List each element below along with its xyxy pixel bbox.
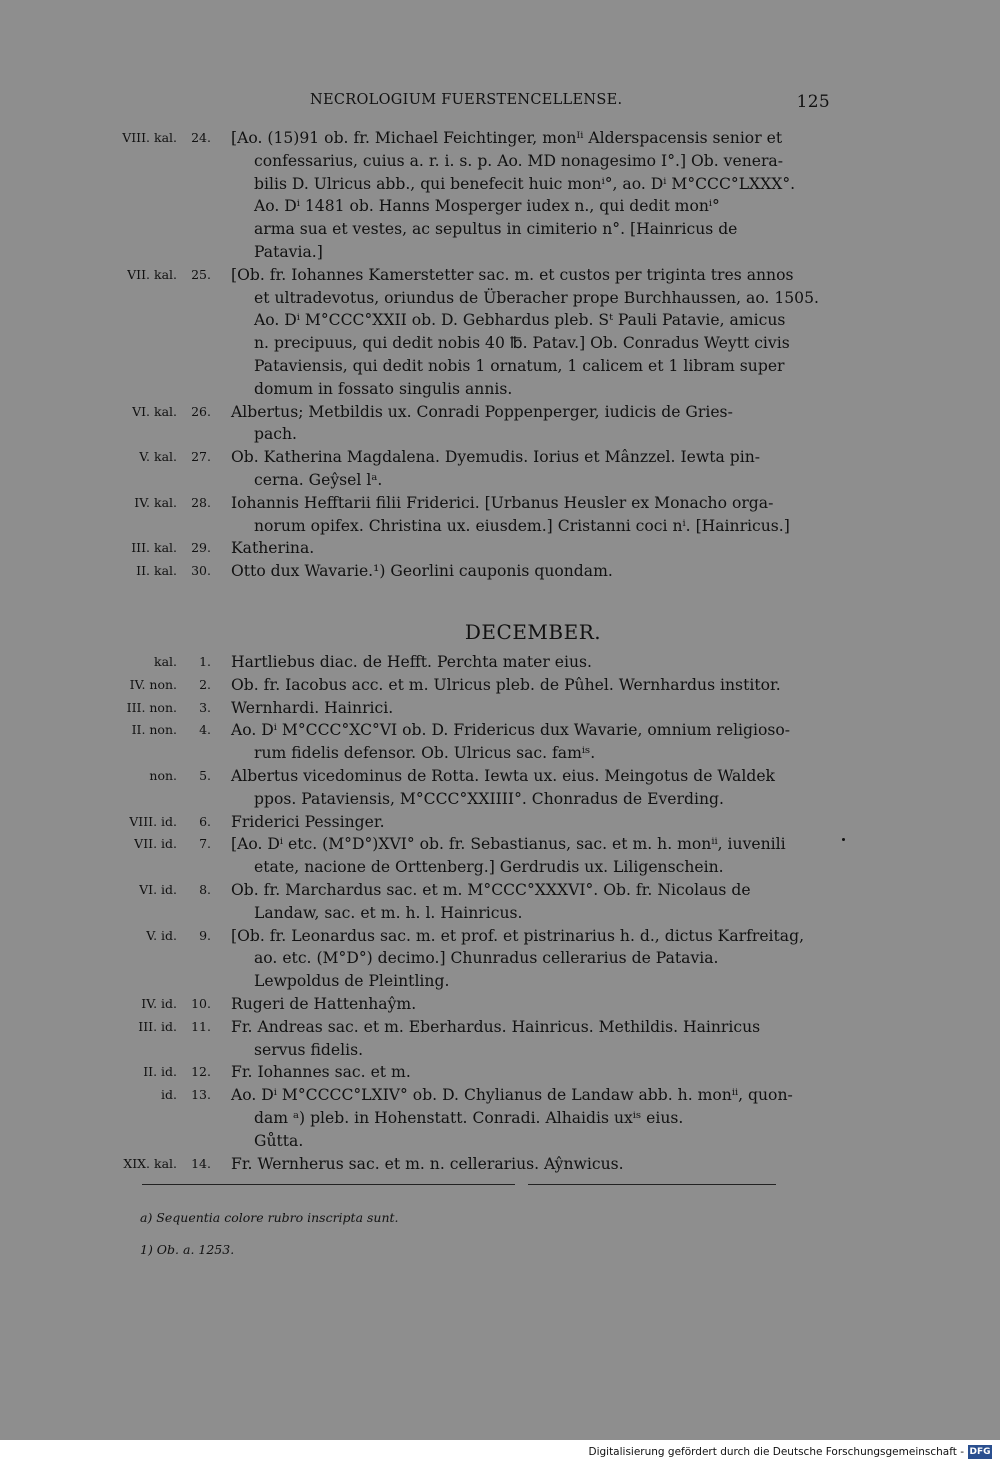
- entry-line: Patavia.]: [254, 242, 323, 261]
- entry-day: 8.: [199, 881, 211, 897]
- necrology-entry: [95, 1061, 830, 1084]
- entry-line: Ao. Dⁱ M°CCC°XC°VI ob. D. Fridericus dux Wavarie, omnium religioso-: [231, 721, 791, 740]
- entry-line: Ob. Katherina Magdalena. Dyemudis. Iorius et Mânzzel. Iewta pin-: [231, 448, 760, 467]
- footnote-a: a) Sequentia colore rubro inscripta sunt.: [140, 1210, 399, 1225]
- entry-text: [231, 1153, 830, 1176]
- entry-line: ao. etc. (M°D°) decimo.] Chunradus cellerarius de Patavia.: [254, 949, 719, 968]
- entry-line: Hartliebus diac. de Hefft. Perchta mater eius.: [231, 653, 592, 671]
- entry-day: 27.: [191, 449, 211, 465]
- entry-date: II. kal.: [136, 563, 177, 579]
- entry-day: 29.: [191, 540, 211, 556]
- running-title: NECROLOGIUM FUERSTENCELLENSE.: [310, 92, 623, 108]
- necrology-entry: [95, 674, 830, 697]
- entry-date: V. id.: [146, 927, 177, 943]
- necrology-entry: [95, 446, 830, 492]
- entry-text: [231, 811, 830, 834]
- necrology-entry: [95, 1153, 830, 1176]
- entry-text: [231, 697, 830, 720]
- entry-line: Fr. Iohannes sac. et m.: [231, 1063, 411, 1082]
- entry-text: [231, 651, 830, 674]
- entry-line: Ob. fr. Marchardus sac. et m. M°CCC°XXXVI°. Ob. fr. Nicolaus de: [231, 880, 751, 899]
- entry-line: Albertus vicedominus de Rotta. Iewta ux. eius. Meingotus de Waldek: [231, 766, 775, 785]
- entry-line: Wernhardi. Hainrici.: [231, 698, 394, 717]
- entry-day: 10.: [191, 995, 211, 1011]
- entry-text: [231, 492, 830, 538]
- necrology-entry: [95, 264, 830, 401]
- necrology-entry: [95, 925, 830, 993]
- necrology-entry: [95, 765, 830, 811]
- entry-date: II. non.: [131, 722, 177, 738]
- entry-line: Ao. Dⁱ M°CCCC°LXIV° ob. D. Chylianus de Landaw abb. h. monⁱⁱ, quon-: [231, 1086, 793, 1105]
- entry-date: III. id.: [138, 1018, 177, 1034]
- entry-text: [231, 560, 830, 583]
- entry-date: III. kal.: [131, 540, 177, 556]
- entry-day: 28.: [191, 494, 211, 510]
- entry-line: [Ob. fr. Leonardus sac. m. et prof. et pistrinarius h. d., dictus Karfreitag,: [231, 926, 805, 945]
- entry-line: Landaw, sac. et m. h. l. Hainricus.: [254, 903, 523, 922]
- necrology-entry: [95, 811, 830, 834]
- entry-text: [231, 264, 830, 401]
- necrology-entry: [95, 127, 830, 264]
- entry-day: 13.: [191, 1087, 211, 1103]
- entry-text: [231, 537, 830, 560]
- necrology-entry: [95, 1084, 830, 1152]
- entry-line: confessarius, cuius a. r. i. s. p. Ao. MD nonagesimo I°.] Ob. venera-: [254, 151, 783, 170]
- entry-date: VI. kal.: [132, 403, 177, 419]
- entry-day: 7.: [199, 836, 211, 852]
- entry-line: Fr. Wernherus sac. et m. n. cellerarius. Aŷnwicus.: [231, 1154, 624, 1173]
- entry-date: II. id.: [143, 1064, 177, 1080]
- entry-line: Katherina.: [231, 539, 315, 558]
- entry-date: id.: [161, 1087, 177, 1103]
- entry-line: [Ao. (15)91 ob. fr. Michael Feichtinger, monᴵⁱ Alderspacensis senior et: [231, 129, 783, 147]
- entry-date: VI. id.: [139, 881, 177, 897]
- entry-line: norum opifex. Christina ux. eiusdem.] Cristanni coci nⁱ. [Hainricus.]: [254, 516, 790, 535]
- footnote-rule: [142, 1184, 515, 1185]
- entry-date: XIX. kal.: [123, 1155, 177, 1171]
- necrology-entry: [95, 879, 830, 925]
- dfg-logo: DFG: [969, 1447, 991, 1457]
- entry-line: cerna. Geŷsel lᵃ.: [254, 470, 383, 489]
- footnote-1: 1) Ob. a. 1253.: [140, 1242, 235, 1257]
- scan-speck: [842, 838, 845, 841]
- entry-text: [231, 925, 830, 993]
- november-entries: [95, 127, 830, 583]
- entry-date: IV. id.: [141, 995, 177, 1011]
- entry-text: [231, 401, 830, 447]
- entry-day: 25.: [191, 266, 211, 282]
- entry-text: [231, 833, 830, 879]
- entry-text: [231, 674, 830, 697]
- entry-line: pach.: [254, 425, 298, 444]
- entry-line: Fr. Andreas sac. et m. Eberhardus. Hainricus. Methildis. Hainricus: [231, 1017, 761, 1036]
- december-entries: [95, 651, 830, 1175]
- entry-line: etate, nacione de Orttenberg.] Gerdrudis ux. Liligenschein.: [254, 858, 724, 877]
- necrology-entry: [95, 560, 830, 583]
- entry-line: Rugeri de Hattenhaŷm.: [231, 994, 417, 1013]
- entry-date: VII. id.: [134, 836, 177, 852]
- entry-text: [231, 719, 830, 765]
- necrology-entry: [95, 719, 830, 765]
- necrology-entry: [95, 1016, 830, 1062]
- entry-line: Ao. Dⁱ M°CCC°XXII ob. D. Gebhardus pleb. Sᵗ Pauli Patavie, amicus: [254, 311, 786, 330]
- entry-line: n. precipuus, qui dedit nobis 40 ℔. Patav.] Ob. Conradus Weytt civis: [254, 334, 790, 353]
- entry-day: 1.: [199, 654, 211, 669]
- entry-line: Iohannis Hefftarii filii Friderici. [Urbanus Heusler ex Monacho orga-: [231, 493, 774, 512]
- entry-date: kal.: [154, 654, 177, 669]
- entry-line: Friderici Pessinger.: [231, 812, 385, 831]
- entry-line: Lewpoldus de Pleintling.: [254, 972, 450, 991]
- entry-date: III. non.: [126, 699, 177, 715]
- entry-date: non.: [149, 767, 177, 783]
- funding-credit: Digitalisierung gefördert durch die Deutsche Forschungsgemeinschaft -: [588, 1446, 964, 1458]
- entry-day: 24.: [191, 130, 211, 145]
- entry-line: Gůtta.: [254, 1131, 304, 1150]
- entry-line: domum in fossato singulis annis.: [254, 379, 513, 398]
- page-number: 125: [796, 92, 830, 112]
- entry-day: 4.: [199, 722, 211, 738]
- entry-line: [Ao. Dⁱ etc. (M°D°)XVI° ob. fr. Sebastianus, sac. et m. h. monⁱⁱ, iuvenili: [231, 835, 786, 854]
- entry-day: 30.: [191, 563, 211, 579]
- necrology-entry: [95, 401, 830, 447]
- entry-text: [231, 1016, 830, 1062]
- necrology-entry: [95, 993, 830, 1016]
- necrology-entry: [95, 651, 830, 674]
- entry-text: [231, 1061, 830, 1084]
- entry-line: ppos. Pataviensis, M°CCC°XXIIII°. Chonradus de Everding.: [254, 789, 724, 808]
- footer-bar: [0, 1440, 1000, 1465]
- entry-day: 6.: [199, 813, 211, 829]
- entry-text: [231, 127, 830, 264]
- entry-day: 12.: [191, 1064, 211, 1080]
- entry-day: 5.: [199, 767, 211, 783]
- entry-text: [231, 993, 830, 1016]
- entry-line: Ao. Dⁱ 1481 ob. Hanns Mosperger iudex n., qui dedit monⁱ°: [254, 197, 720, 216]
- entry-date: IV. kal.: [134, 494, 177, 510]
- entry-day: 11.: [191, 1018, 211, 1034]
- entry-line: dam ᵃ) pleb. in Hohenstatt. Conradi. Alhaidis uxⁱˢ eius.: [254, 1108, 684, 1127]
- entry-line: Ob. fr. Iacobus acc. et m. Ulricus pleb. de Pûhel. Wernhardus institor.: [231, 675, 781, 694]
- entry-text: [231, 879, 830, 925]
- necrology-entry: [95, 833, 830, 879]
- entry-date: VIII. kal.: [122, 130, 177, 145]
- month-heading: DECEMBER.: [464, 620, 602, 644]
- entry-text: [231, 1084, 830, 1152]
- entry-text: [231, 765, 830, 811]
- entry-day: 2.: [199, 676, 211, 692]
- entry-line: Albertus; Metbildis ux. Conradi Poppenperger, iudicis de Gries-: [231, 402, 733, 421]
- entry-date: IV. non.: [129, 676, 177, 692]
- entry-line: et ultradevotus, oriundus de Überacher prope Burchhaussen, ao. 1505.: [254, 288, 819, 307]
- necrology-entry: [95, 492, 830, 538]
- entry-line: Otto dux Wavarie.¹) Georlini cauponis quondam.: [231, 562, 613, 581]
- entry-day: 3.: [199, 699, 211, 715]
- entry-date: VII. kal.: [127, 266, 177, 282]
- entry-line: arma sua et vestes, ac sepultus in cimiterio n°. [Hainricus de: [254, 220, 738, 239]
- entry-day: 14.: [191, 1155, 211, 1171]
- entry-date: VIII. id.: [129, 813, 177, 829]
- entry-line: [Ob. fr. Iohannes Kamerstetter sac. m. et custos per triginta tres annos: [231, 265, 794, 284]
- necrology-entry: [95, 537, 830, 560]
- entry-line: bilis D. Ulricus abb., qui benefecit huic monⁱ°, ao. Dⁱ M°CCC°LXXX°.: [254, 174, 796, 193]
- entry-day: 26.: [191, 403, 211, 419]
- entry-line: servus fidelis.: [254, 1040, 364, 1059]
- entry-text: [231, 446, 830, 492]
- necrology-entry: [95, 697, 830, 720]
- entry-date: V. kal.: [139, 449, 177, 465]
- footnote-rule-right: [528, 1184, 776, 1185]
- entry-line: rum fidelis defensor. Ob. Ulricus sac. famⁱˢ.: [254, 744, 596, 763]
- entry-day: 9.: [199, 927, 211, 943]
- entry-line: Pataviensis, qui dedit nobis 1 ornatum, 1 calicem et 1 libram super: [254, 356, 785, 375]
